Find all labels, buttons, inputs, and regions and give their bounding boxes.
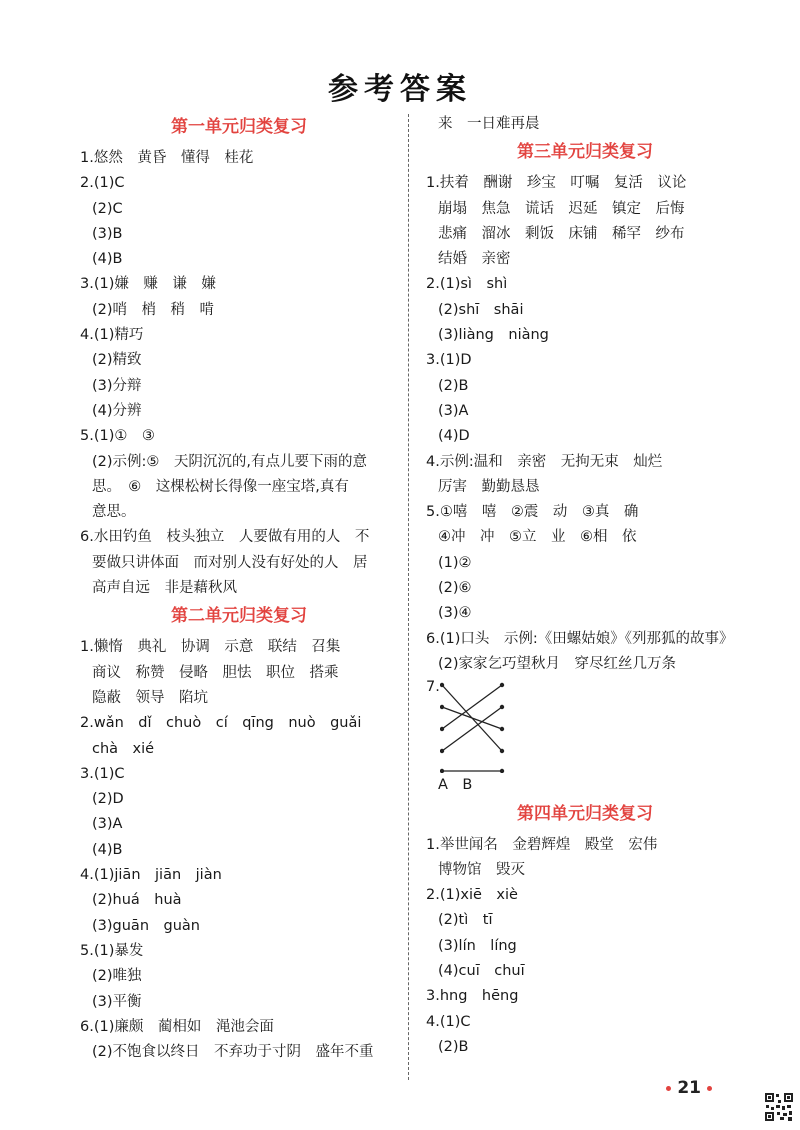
answer-line: (4)D: [438, 428, 470, 445]
answer-line: (2)精致: [92, 352, 142, 369]
answer-line: 博物馆 毁灭: [438, 861, 525, 878]
answer-line: 要做只讲体面 而对别人没有好处的人 居: [92, 554, 368, 571]
answer-line: (4)cuī chuī: [438, 963, 525, 980]
answer-line: 5.(1)① ③: [80, 428, 155, 445]
answer-line: 思。 ⑥ 这棵松树长得像一座宝塔,真有: [92, 478, 349, 495]
match-dot: [500, 683, 504, 687]
answer-line: (4)B: [92, 841, 123, 858]
answer-line: 6.水田钓鱼 枝头独立 人要做有用的人 不: [80, 529, 370, 546]
answer-line: (2)B: [438, 1038, 469, 1055]
answer-line: (2)家家乞巧望秋月 穿尽红丝几万条: [438, 655, 677, 672]
answer-line: 2.(1)C: [80, 175, 125, 192]
answer-line: 4.示例:温和 亲密 无拘无束 灿烂: [426, 453, 663, 470]
match-line: [442, 707, 502, 751]
answer-line: 3.(1)嫌 赚 谦 嫌: [80, 276, 216, 293]
match-line: [442, 707, 502, 729]
answer-line: 4.(1)jiān jiān jiàn: [80, 867, 222, 884]
answer-line: (3)A: [438, 402, 469, 419]
answer-line: 意思。: [92, 504, 136, 521]
answer-line: (2)tì tī: [438, 912, 493, 929]
answer-line: 2.wǎn dǐ chuò cí qīng nuò guǎi: [80, 715, 362, 732]
answer-line: 1.扶着 酬谢 珍宝 叮嘱 复活 议论: [426, 175, 687, 192]
answer-line: 2.(1)sì shì: [426, 276, 508, 293]
answer-line: (3)分辩: [92, 377, 142, 394]
answer-line: (3)A: [92, 816, 123, 833]
answer-line: (3)B: [92, 225, 123, 242]
question-number: 7.: [426, 679, 440, 696]
dot-icon: [666, 1086, 671, 1091]
section-heading: 第一单元归类复习: [171, 117, 307, 137]
qr-code-icon: [764, 1092, 794, 1122]
answer-line: chà xié: [92, 740, 155, 757]
answer-line: 1.举世闻名 金碧辉煌 殿堂 宏伟: [426, 836, 658, 853]
match-dot: [500, 749, 504, 753]
answer-line: 3.hng hēng: [426, 988, 519, 1005]
answer-line: 6.(1)口头 示例:《田螺姑娘》《列那狐的故事》: [426, 630, 734, 647]
match-dot: [500, 727, 504, 731]
match-dot: [500, 769, 504, 773]
answer-line: (2)B: [438, 377, 469, 394]
answer-line: (4)B: [92, 251, 123, 268]
answer-line: 结婚 亲密: [438, 251, 511, 268]
answer-line: (2)⑥: [438, 580, 472, 597]
page-number: 21: [677, 1078, 701, 1098]
answer-line: (3)guān guàn: [92, 917, 200, 934]
answer-line: 厉害 勤勤恳恳: [438, 478, 540, 495]
answer-line: 隐蔽 领导 陷坑: [92, 689, 208, 706]
match-dot: [500, 705, 504, 709]
matching-lines-diagram: [440, 677, 520, 773]
answer-line: 4.(1)C: [426, 1013, 471, 1030]
answer-line: 6.(1)廉颇 蔺相如 渑池会面: [80, 1018, 274, 1035]
column-divider: [408, 114, 409, 1080]
answer-line: 高声自远 非是藉秋风: [92, 580, 237, 597]
answer-line: 1.悠然 黄昏 懂得 桂花: [80, 150, 254, 166]
match-dot: [440, 727, 444, 731]
match-dot: [440, 749, 444, 753]
answer-line: 2.(1)xiē xiè: [426, 887, 518, 904]
section-heading: 第四单元归类复习: [517, 803, 653, 824]
answer-line: (3)liàng niàng: [438, 327, 549, 344]
section-heading: 第三单元归类复习: [517, 142, 653, 163]
answer-line: (2)哨 梢 稍 啃: [92, 301, 215, 318]
right-column: [426, 112, 744, 1060]
matching-figure: [426, 677, 744, 773]
answer-line: (2)huá huà: [92, 892, 182, 909]
answer-line: (2)唯独: [92, 968, 142, 985]
answer-line: 1.懒惰 典礼 协调 示意 联结 召集: [80, 639, 341, 656]
answer-line: 3.(1)D: [426, 352, 472, 369]
answer-line: ④冲 冲 ⑤立 业 ⑥相 依: [438, 529, 637, 546]
answer-line: (3)lín líng: [438, 937, 517, 954]
answer-line: 3.(1)C: [80, 765, 125, 782]
left-column: [80, 112, 398, 1065]
dot-icon: [707, 1086, 712, 1091]
answer-line: 4.(1)精巧: [80, 327, 144, 344]
match-line: [442, 685, 502, 729]
answer-line: (1)②: [438, 554, 472, 571]
answer-line: (2)示例:⑤ 天阴沉沉的,有点儿要下雨的意: [92, 453, 368, 470]
answer-line: 悲痛 溜冰 剩饭 床铺 稀罕 纱布: [438, 225, 685, 242]
answer-line: (2)D: [92, 791, 124, 808]
answer-line: A B: [438, 777, 473, 794]
page-title: 参考答案: [328, 72, 472, 107]
answer-line: 商议 称赞 侵略 胆怯 职位 搭乘: [92, 664, 339, 681]
answer-line: (3)④: [438, 605, 472, 622]
answer-line: 5.(1)暴发: [80, 942, 144, 959]
match-dot: [440, 705, 444, 709]
answer-line: (2)C: [92, 200, 123, 217]
match-dot: [440, 683, 444, 687]
answer-line: (2)shī shāi: [438, 301, 524, 318]
page-footer: [660, 1078, 718, 1098]
answer-line: (3)平衡: [92, 993, 142, 1010]
section-heading: 第二单元归类复习: [171, 606, 307, 627]
answer-line: (4)分辨: [92, 402, 142, 419]
answer-line: (2)不饱食以终日 不弃功于寸阴 盛年不重: [92, 1044, 374, 1061]
answer-line: 来 一日难再晨: [438, 116, 540, 132]
match-dot: [440, 769, 444, 773]
answer-line: 5.①嘻 嘻 ②震 动 ③真 确: [426, 504, 639, 521]
answer-line: 崩塌 焦急 谎话 迟延 镇定 后悔: [438, 200, 685, 217]
